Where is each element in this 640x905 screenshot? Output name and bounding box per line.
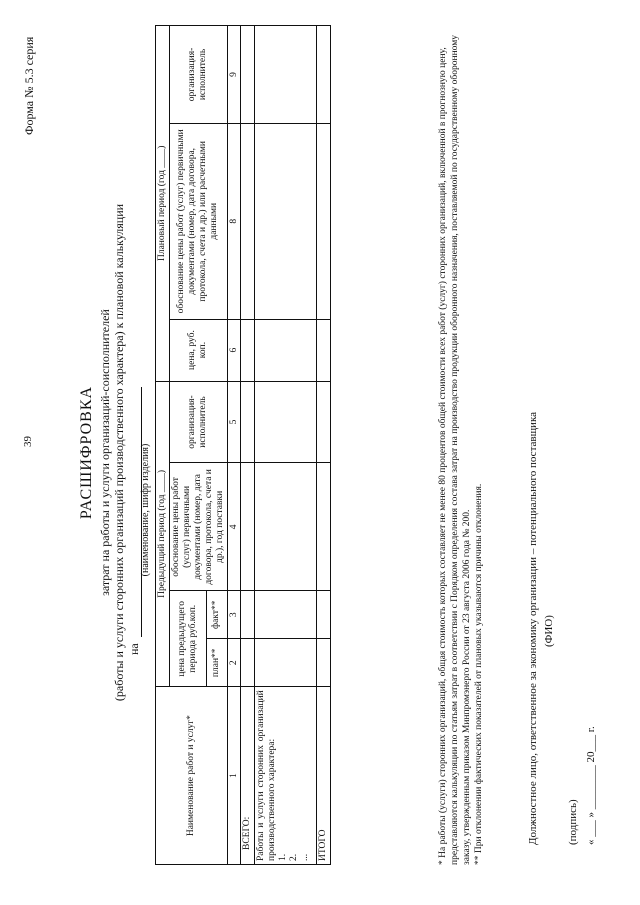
col-group-plan: Плановый период (год ____) [156,26,170,382]
col-number: 1 [227,687,241,865]
col-header-prev-price: цена предыдущего периода руб.коп. [169,591,206,687]
footnote-1: * На работы (услуги) сторонних организаций, общая стоимость которых составляет не менее 80 процентов общей стоимости всех работ (услуг) сторонних организаций, включенной в прогнозную цену, представляются калькуляции по статьям затрат в соответствии с Порядком определения состава затрат на производство продукции оборонного назначения, поставляемой по государственному оборонному заказу, утвержденным приказом Минпромэнерго России от 23 августа 2006 года № 200. [438,35,472,865]
col-number: 6 [227,319,241,381]
row-works-label [255,687,317,865]
col-header-plan-star: план** [206,639,227,687]
column-number-row [227,26,241,865]
fio-label: (ФИО) [543,615,555,647]
date-line: « ___ » ________ 20___ г. [585,726,597,845]
col-group-prev: Предыдущий период (год ____) [156,381,170,687]
col-number: 8 [227,123,241,319]
col-header-fact-star: факт** [206,591,227,639]
row-itogo-label: ИТОГО [317,687,331,865]
form-tag: Форма № 5.3 серия [22,36,36,135]
row-total-label: ВСЕГО: [241,687,255,865]
signer-title: Должностное лицо, ответственное за экономику организации – потенциального поставщика [527,411,539,845]
table-row [255,26,317,865]
document-title: РАСШИФРОВКА [78,385,95,520]
col-header-name: Наименование работ и услуг* [156,687,228,865]
table-row [241,26,255,865]
document-subtitle: затрат на работы и услуги организаций-соисполнителей [98,309,112,596]
col-header-plan-basis: обоснование цены работ (услуг) первичными документами (номер, дата договора, протокола, счета и др.) или расчетными данными [169,123,227,319]
signature-label: (подпись) [567,799,579,845]
on-label: на [127,643,141,655]
row-works-text: Работы и услуги сторонних организаций производственного характера: [256,690,278,861]
col-number: 9 [227,26,241,124]
col-number: 2 [227,639,241,687]
document-subtitle-2: (работы и услуги сторонних организаций производственного характера) к плановой калькуляции [112,203,126,702]
row-item: 1. [278,853,289,861]
footnote-2: ** При отклонении фактических показателей от плановых указываются причины отклонения. [473,483,484,865]
row-item: ... [300,853,311,861]
col-header-prev-org: организация-исполнитель [169,381,227,463]
footnotes [438,25,486,865]
col-header-plan-org: организация-исполнитель [169,26,227,124]
col-number: 4 [227,463,241,591]
table-row [317,26,331,865]
product-caption: (наименование, шифр изделия) [140,443,151,577]
row-item: 2. [289,853,300,861]
col-number: 5 [227,381,241,463]
col-header-plan-price: цена, руб. коп. [169,319,227,381]
page-number: 39 [22,436,34,447]
costs-table [155,25,331,865]
col-header-prev-basis: обоснование цены работ (услуг) первичными документами (номер, дата договора, протокола, счета и др.), год поставки [169,463,227,591]
col-number: 3 [227,591,241,639]
